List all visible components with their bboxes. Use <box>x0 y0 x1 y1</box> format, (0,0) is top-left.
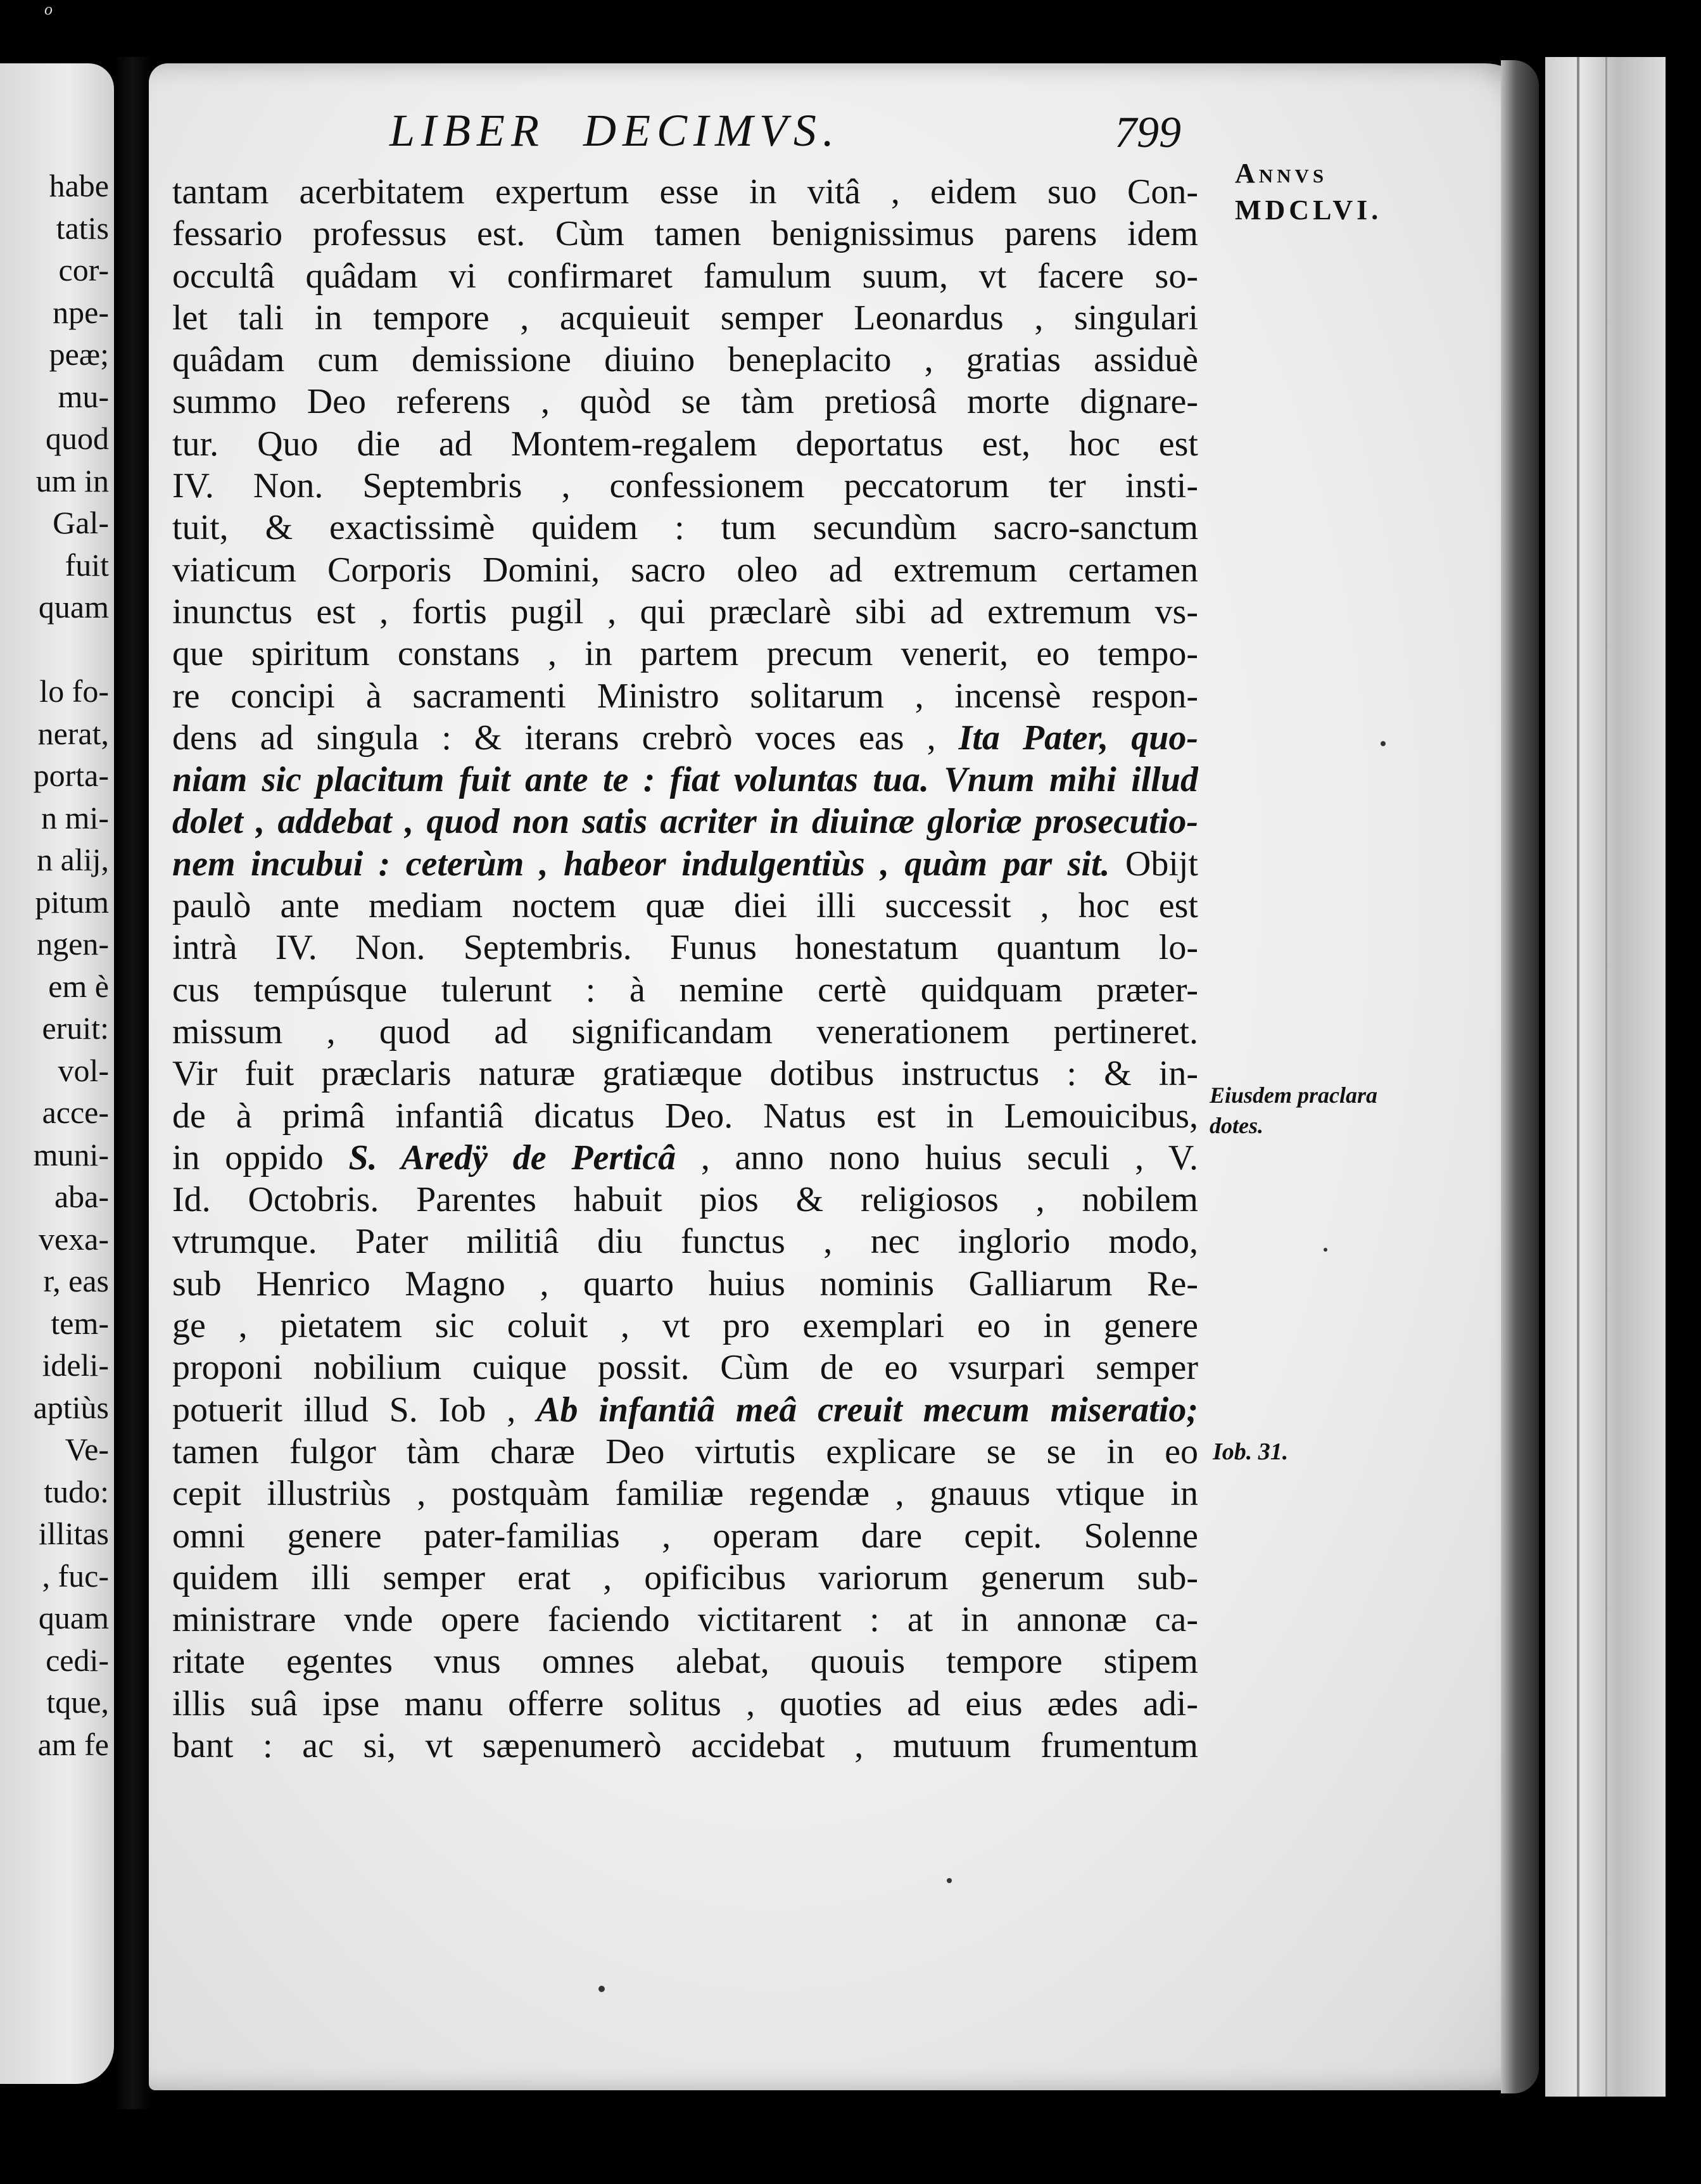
left-page-line <box>1 628 109 671</box>
text-line-main: quidem illi semper erat , opificibus variorum generum sub- <box>172 1558 1198 1597</box>
text-line <box>172 549 1198 591</box>
running-head <box>389 105 840 157</box>
left-page-line: habe <box>49 168 109 203</box>
text-line <box>172 297 1198 339</box>
speck <box>598 1986 605 1992</box>
text-line-after: , anno nono huius seculi , V. <box>676 1138 1198 1178</box>
text-line-main: in oppido <box>172 1138 349 1178</box>
text-line-main: sub Henrico Magno , quarto huius nominis Galliarum Re- <box>172 1264 1198 1304</box>
text-line-main: IV. Non. Septembris , confessionem peccatorum ter insti- <box>172 466 1198 506</box>
text-line-main: de à primâ infantiâ dicatus Deo. Natus est in Lemouicibus, <box>172 1096 1198 1136</box>
text-line-main: missum , quod ad significandam venerationem pertineret. <box>172 1012 1198 1051</box>
left-page-line: lo fo- <box>39 673 109 709</box>
text-line-main: nem incubui : ceterùm , habeor indulgentiùs , quàm par sit. <box>172 844 1110 884</box>
text-line-main: cus tempúsque tulerunt : à nemine certè quidquam præter- <box>172 970 1198 1010</box>
text-line <box>172 633 1198 675</box>
text-line-main: bant : ac si, vt sæpenumerò accidebat , mutuum frumentum <box>172 1725 1198 1765</box>
speck <box>947 1878 952 1883</box>
text-line <box>172 255 1198 297</box>
text-line <box>172 675 1198 717</box>
text-line-main: vtrumque. Pater militiâ diu functus , nec inglorio modo, <box>172 1222 1198 1262</box>
text-line <box>172 1515 1198 1557</box>
text-line <box>172 1473 1198 1514</box>
text-line <box>172 1263 1198 1305</box>
left-page-line: illitas <box>38 1516 109 1551</box>
margin-note-dotes <box>1210 1080 1377 1141</box>
left-page-line: vol- <box>58 1052 109 1088</box>
left-page-line: n mi- <box>41 799 109 835</box>
text-line-roman: Obijt <box>1110 844 1198 884</box>
text-line <box>172 591 1198 633</box>
body-text <box>172 171 1198 1767</box>
text-line-main: summo Deo referens , quòd se tàm pretiosâ morte dignare- <box>172 382 1198 422</box>
text-line <box>172 465 1198 507</box>
left-page-line: Ve- <box>65 1432 109 1467</box>
text-line-italic: Ab infantiâ meâ creuit mecum miseratio; <box>536 1390 1198 1430</box>
left-page-line: ngen- <box>37 926 109 962</box>
text-line <box>172 1641 1198 1682</box>
text-line-main: viaticum Corporis Domini, sacro oleo ad extremum certamen <box>172 550 1198 590</box>
text-line-italic: Ita Pater, quo- <box>958 718 1198 758</box>
corner-mark: o <box>44 0 53 18</box>
text-line <box>172 717 1198 759</box>
text-line <box>172 927 1198 968</box>
book-gutter <box>114 57 152 2109</box>
left-page-line: mu- <box>58 378 109 414</box>
left-page-line: aptiùs <box>33 1389 109 1425</box>
left-page-line: r, eas <box>43 1263 109 1298</box>
text-line-main: tuit, & exactissimè quidem : tum secundùm sacro-sanctum <box>172 508 1198 548</box>
text-line-main: quâdam cum demissione diuino beneplacito , gratias assiduè <box>172 340 1198 380</box>
left-page-line: vexa- <box>38 1221 109 1257</box>
text-line <box>172 1221 1198 1262</box>
text-line-main: illis suâ ipse manu offerre solitus , quoties ad eius ædes adi- <box>172 1684 1198 1724</box>
left-page-line: , fuc- <box>42 1558 109 1594</box>
text-line <box>172 1347 1198 1388</box>
margin-note-iob: Iob. 31. <box>1213 1438 1289 1465</box>
text-line <box>172 1011 1198 1053</box>
text-line <box>172 171 1198 213</box>
speck <box>1324 1248 1327 1252</box>
text-line-main: tantam acerbitatem expertum esse in vitâ , eidem suo Con- <box>172 172 1198 212</box>
speck <box>1381 741 1386 746</box>
left-page-line: n alij, <box>37 842 109 877</box>
text-line <box>172 1599 1198 1641</box>
text-line <box>172 339 1198 381</box>
left-page-fragment <box>0 63 114 2084</box>
text-line-main: tamen fulgor tàm charæ Deo virtutis explicare se se in eo <box>172 1432 1198 1471</box>
text-line <box>172 1179 1198 1221</box>
text-line-main: intrà IV. Non. Septembris. Funus honestatum quantum lo- <box>172 928 1198 968</box>
text-line-main: cepit illustriùs , postquàm familiæ regendæ , gnauus vtique in <box>172 1474 1198 1514</box>
text-line <box>172 1095 1198 1137</box>
text-line-main: potuerit illud S. Iob , <box>172 1390 537 1430</box>
text-line-main: Id. Octobris. Parentes habuit pios & religiosos , nobilem <box>172 1180 1198 1220</box>
left-page-text <box>1 165 109 1765</box>
text-line-main: proponi nobilium cuique possit. Cùm de eo vsurpari semper <box>172 1348 1198 1388</box>
text-line <box>172 1053 1198 1095</box>
text-line <box>172 1389 1198 1431</box>
left-page-line: eruit: <box>42 1010 109 1046</box>
text-line-main: niam sic placitum fuit ante te : fiat voluntas tua. Vnum mihi illud <box>172 760 1198 800</box>
left-page-line: aba- <box>54 1179 109 1214</box>
margin-note-year-line-1: Annvs <box>1235 158 1328 189</box>
text-line-italic: S. Aredÿ de Perticâ <box>348 1138 676 1178</box>
page-stack-edge <box>1545 57 1666 2097</box>
left-page-line: peæ; <box>49 336 109 372</box>
left-page-line: muni- <box>33 1136 109 1172</box>
text-line <box>172 1683 1198 1725</box>
left-page-line: am fe <box>37 1726 109 1762</box>
left-page-line: Gal- <box>53 505 109 540</box>
text-line-main: Vir fuit præclaris naturæ gratiæque dotibus instructus : & in- <box>172 1054 1198 1094</box>
left-page-line: um in <box>35 462 109 498</box>
text-line <box>172 759 1198 801</box>
text-line <box>172 969 1198 1011</box>
margin-note-year-line-2: MDCLVI. <box>1235 194 1382 225</box>
margin-note-year <box>1235 155 1382 229</box>
margin-note-dotes-line-1: Eiusdem praclara <box>1210 1082 1378 1108</box>
text-line-main: ministrare vnde opere faciendo victitarent : at in annonæ ca- <box>172 1600 1198 1640</box>
running-head-word-1: LIBER <box>389 105 545 156</box>
left-page-line: tudo: <box>44 1473 109 1509</box>
left-page-line: quam <box>38 589 109 625</box>
text-line <box>172 1725 1198 1767</box>
text-line-main: fessario professus est. Cùm tamen benignissimus parens idem <box>172 214 1198 254</box>
text-line <box>172 1305 1198 1347</box>
text-line-main: ge , pietatem sic coluit , vt pro exemplari eo in genere <box>172 1306 1198 1346</box>
left-page-line: npe- <box>53 294 109 330</box>
left-page-line: ideli- <box>42 1347 109 1383</box>
text-line-main: dolet , addebat , quod non satis acriter in diuinæ gloriæ prosecutio- <box>172 802 1198 842</box>
text-line <box>172 423 1198 465</box>
left-page-line: em è <box>48 968 109 1004</box>
text-line-main: paulò ante mediam noctem quæ diei illi successit , hoc est <box>172 886 1198 926</box>
left-page-line: nerat, <box>37 715 109 751</box>
text-line <box>172 213 1198 255</box>
text-line <box>172 843 1198 885</box>
text-line <box>172 885 1198 927</box>
left-page-line: acce- <box>42 1095 109 1130</box>
left-page-line: quod <box>46 421 109 456</box>
text-line <box>172 801 1198 842</box>
text-line <box>172 1137 1198 1179</box>
running-head-word-2: DECIMVS. <box>583 105 840 156</box>
margin-note-dotes-line-2: dotes. <box>1210 1113 1263 1138</box>
left-page-line: fuit <box>65 547 109 583</box>
left-page-line: tatis <box>56 210 109 246</box>
left-page-line: tque, <box>46 1684 109 1720</box>
text-line-main: que spiritum constans , in partem precum venerit, eo tempo- <box>172 634 1198 674</box>
page-edge-shadow <box>1501 60 1539 2093</box>
left-page-line: cor- <box>58 252 109 288</box>
text-line <box>172 1431 1198 1473</box>
text-line-main: dens ad singula : & iterans crebrò voces eas , <box>172 718 959 758</box>
text-line-main: omni genere pater-familias , operam dare cepit. Solenne <box>172 1516 1198 1556</box>
text-line <box>172 1557 1198 1599</box>
text-line-main: re concipi à sacramenti Ministro solitarum , incensè respon- <box>172 676 1198 716</box>
text-line <box>172 381 1198 422</box>
text-line <box>172 507 1198 549</box>
left-page-line: pitum <box>35 884 109 920</box>
text-line-main: tur. Quo die ad Montem-regalem deportatus est, hoc est <box>172 424 1198 464</box>
left-page-line: cedi- <box>46 1642 109 1678</box>
left-page-line: tem- <box>51 1305 109 1341</box>
left-page-line: porta- <box>33 758 109 793</box>
text-line-main: let tali in tempore , acquieuit semper Leonardus , singulari <box>172 298 1198 338</box>
text-line-main: occultâ quâdam vi confirmaret famulum suum, vt facere so- <box>172 256 1198 296</box>
text-line-main: inunctus est , fortis pugil , qui præclarè sibi ad extremum vs- <box>172 592 1198 632</box>
text-line-main: ritate egentes vnus omnes alebat, quouis tempore stipem <box>172 1642 1198 1682</box>
left-page-line: quam <box>38 1600 109 1635</box>
page-number: 799 <box>1115 108 1181 157</box>
